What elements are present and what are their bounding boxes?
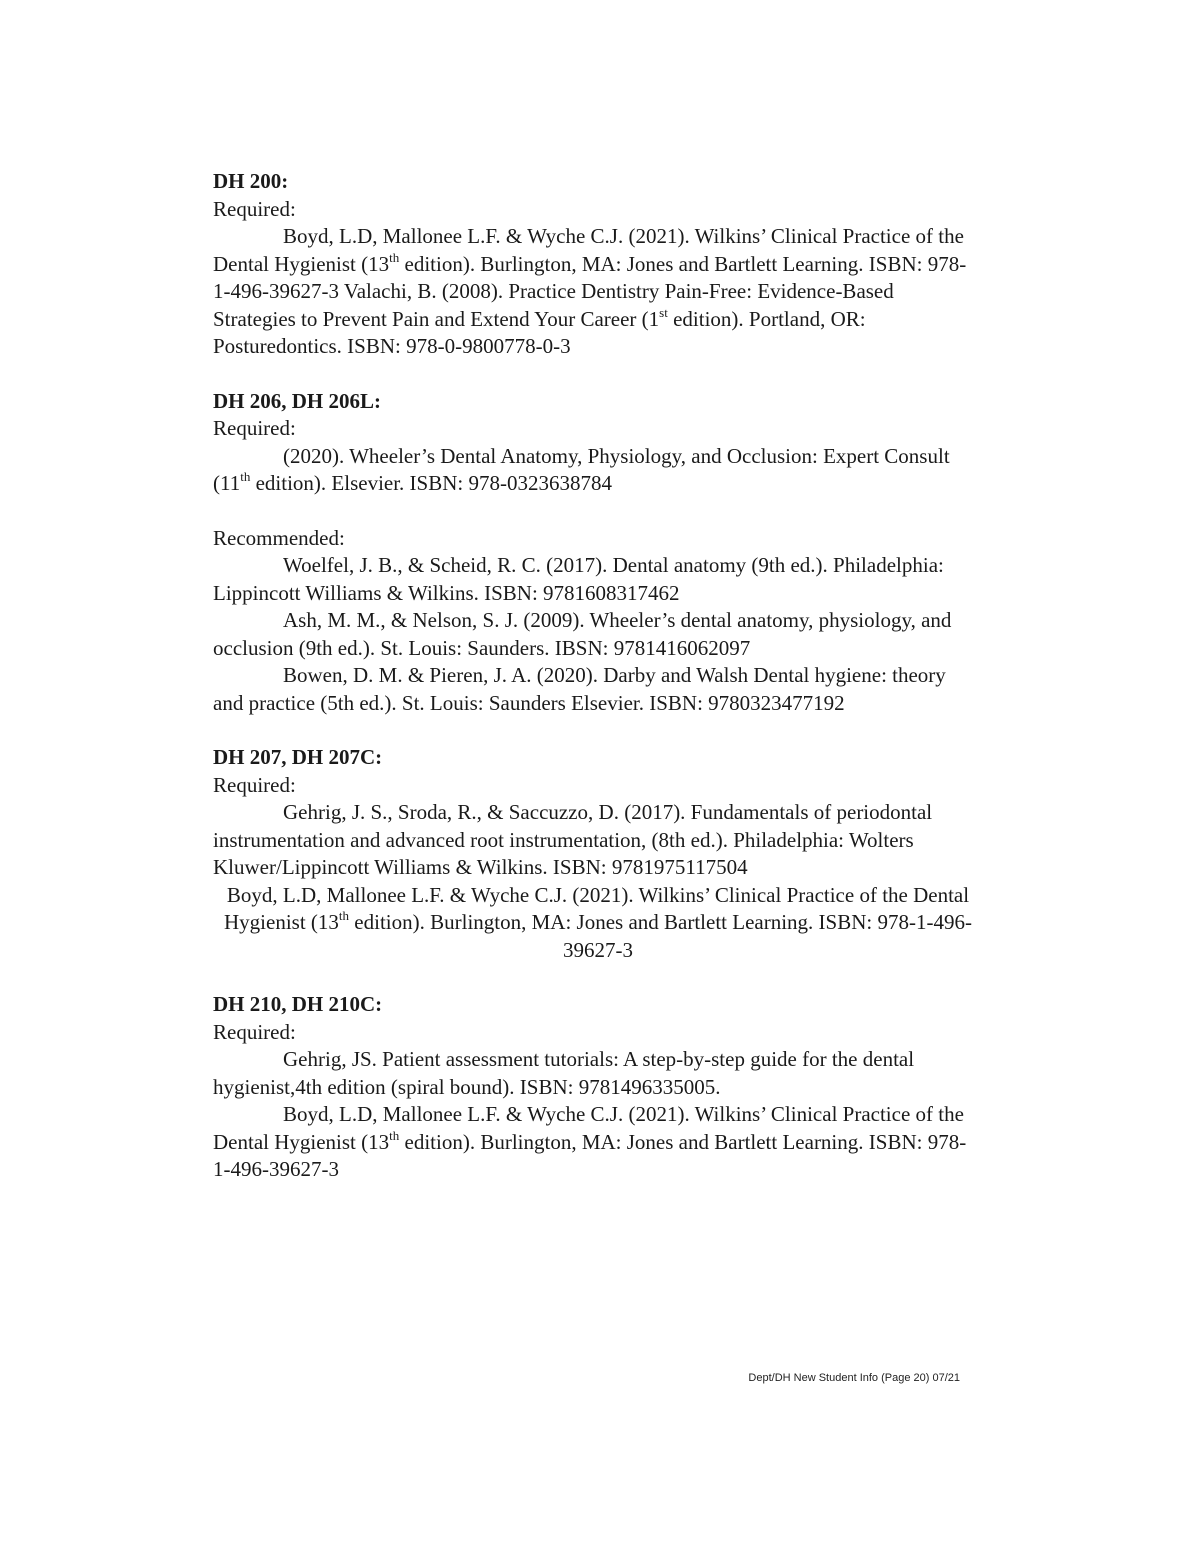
recommended-label: Recommended:: [213, 525, 345, 550]
section-dh-207: [213, 744, 973, 964]
reference-text: edition). Burlington, MA: Jones and Bartlett Learning. ISBN: 978-1-496-39627-3: [213, 1129, 967, 1181]
reference-entry: [213, 1101, 973, 1184]
section-dh-206: [213, 388, 973, 718]
superscript: st: [659, 304, 668, 320]
reference-entry: Gehrig, JS. Patient assessment tutorials: A step-by-step guide for the dental hygienist,4th edition (spiral bound). ISBN: 9781496335005.: [213, 1047, 915, 1099]
reference-entry: Gehrig, J. S., Sroda, R., & Saccuzzo, D. (2017). Fundamentals of periodontal instrumentation and advanced root instrumentation, (8th ed.). Philadelphia: Wolters Kluwer/Lippincott Williams & Wilkins. ISBN: 9781975117504: [213, 800, 933, 879]
required-label: Required:: [213, 1019, 296, 1044]
reference-entry: [213, 443, 973, 498]
superscript: th: [240, 469, 251, 484]
reference-text: edition). Burlington, MA: Jones and Bartlett Learning. ISBN: 978-1-496-39627-3 Valachi, B. (2008). Practice Dentistry Pain-Free: Evidence-Based Strategies to Prevent Pain and Extend Your Career (1: [213, 251, 967, 331]
section-heading: DH 210, DH 210C:: [213, 992, 383, 1016]
page-footer: Dept/DH New Student Info (Page 20) 07/21: [748, 1372, 960, 1384]
reference-text: edition). Portland, OR: Posturedontics. ISBN: 978-0-9800778-0-3: [213, 306, 866, 358]
spacer: [213, 498, 973, 525]
reference-text: Boyd, L.D, Mallonee L.F. & Wyche C.J. (2021). Wilkins’ Clinical Practice of the Dental Hygienist (13: [224, 882, 970, 934]
required-label: Required:: [213, 196, 296, 221]
required-label: Required:: [213, 416, 296, 440]
section-heading: DH 206, DH 206L:: [213, 388, 381, 413]
section-dh-200: [213, 168, 973, 361]
superscript: th: [338, 908, 350, 923]
reference-text: edition). Burlington, MA: Jones and Bartlett Learning. ISBN: 978-1-496-39627-3: [349, 910, 972, 962]
centered-reference-entry: [213, 882, 973, 965]
reference-text: Boyd, L.D, Mallonee L.F. & Wyche C.J. (2021). Wilkins’ Clinical Practice of the Dental Hygienist (13: [213, 224, 964, 276]
superscript: th: [389, 249, 400, 265]
recommended-entry: Ash, M. M., & Nelson, S. J. (2009). Wheeler’s dental anatomy, physiology, and occlusion (9th ed.). St. Louis: Saunders. IBSN: 9781416062097: [213, 608, 952, 660]
section-heading: DH 207, DH 207C:: [213, 745, 383, 769]
reference-text: Boyd, L.D, Mallonee L.F. & Wyche C.J. (2021). Wilkins’ Clinical Practice of the Dental Hygienist (13: [213, 1102, 964, 1154]
superscript: th: [389, 1127, 400, 1143]
reference-text: edition). Elsevier. ISBN: 978-0323638784: [250, 471, 612, 495]
recommended-entry: Bowen, D. M. & Pieren, J. A. (2020). Darby and Walsh Dental hygiene: theory and practice (5th ed.). St. Louis: Saunders Elsevier. ISBN: 9780323477192: [213, 663, 946, 715]
reference-entry: [213, 223, 973, 361]
document-body: [213, 168, 973, 1211]
section-heading: DH 200:: [213, 169, 289, 193]
recommended-entry: Woelfel, J. B., & Scheid, R. C. (2017). Dental anatomy (9th ed.). Philadelphia: Lippincott Williams & Wilkins. ISBN: 9781608317462: [213, 553, 944, 605]
section-dh-210: [213, 991, 973, 1184]
reference-text: (2020). Wheeler’s Dental Anatomy, Physiology, and Occlusion: Expert Consult (11: [213, 443, 950, 495]
required-label: Required:: [213, 772, 296, 797]
